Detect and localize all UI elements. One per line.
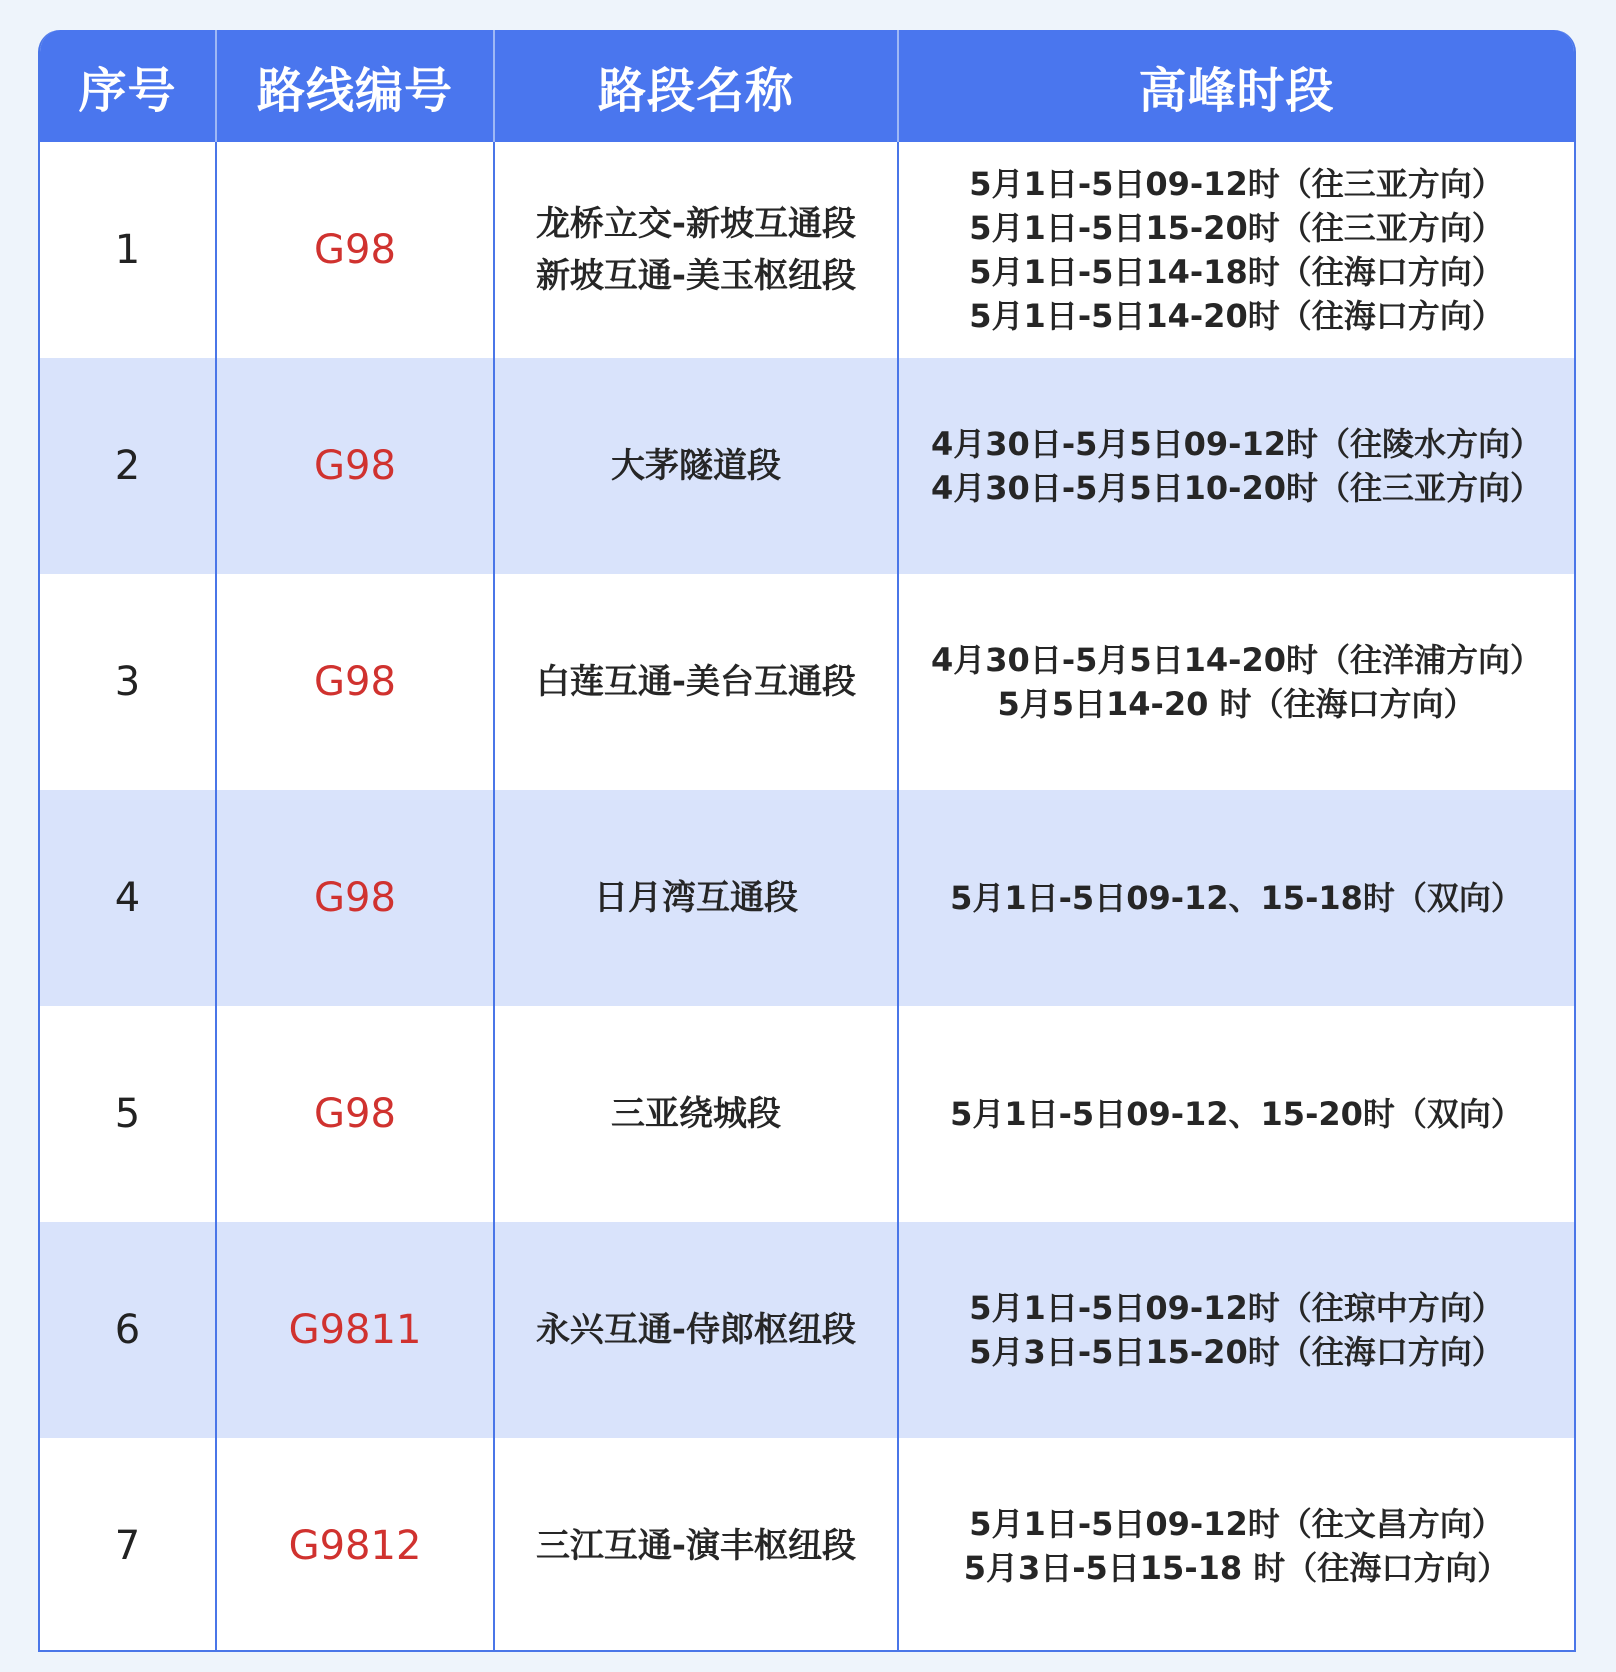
header-route: 路线编号 — [216, 30, 494, 142]
peak-cell — [898, 574, 1574, 790]
section-name: 大茅隧道段 — [611, 446, 781, 486]
section-name: 龙桥立交-新坡互通段 — [535, 204, 857, 244]
peak-cell — [898, 142, 1574, 358]
section-name: 三亚绕城段 — [611, 1094, 781, 1134]
row-index: 6 — [40, 1222, 216, 1438]
peak-time: 5月1日-5日14-18时（往海口方向） — [969, 253, 1504, 291]
row-index: 5 — [40, 1006, 216, 1222]
peak-time: 5月1日-5日15-20时（往三亚方向） — [969, 209, 1504, 247]
section-cell — [494, 358, 898, 574]
row-index: 4 — [40, 790, 216, 1006]
peak-time: 5月1日-5日09-12时（往三亚方向） — [969, 165, 1504, 203]
table-row — [40, 142, 1574, 358]
header-index: 序号 — [40, 30, 216, 142]
peak-time: 5月1日-5日09-12时（往文昌方向） — [969, 1505, 1504, 1543]
route-code: G9812 — [216, 1438, 494, 1652]
route-code: G9811 — [216, 1222, 494, 1438]
peak-time: 4月30日-5月5日10-20时（往三亚方向） — [931, 469, 1542, 507]
peak-cell — [898, 1222, 1574, 1438]
route-code: G98 — [216, 574, 494, 790]
section-name: 白莲互通-美台互通段 — [535, 662, 857, 702]
peak-cell — [898, 790, 1574, 1006]
schedule-table — [40, 30, 1574, 1652]
peak-time: 5月3日-5日15-18 时（往海口方向） — [963, 1549, 1510, 1587]
peak-time: 4月30日-5月5日09-12时（往陵水方向） — [931, 425, 1542, 463]
section-cell — [494, 1222, 898, 1438]
row-index: 3 — [40, 574, 216, 790]
section-cell — [494, 790, 898, 1006]
peak-cell — [898, 1438, 1574, 1652]
peak-time: 5月5日14-20 时（往海口方向） — [997, 685, 1476, 723]
peak-time: 5月3日-5日15-20时（往海口方向） — [969, 1333, 1504, 1371]
row-index: 1 — [40, 142, 216, 358]
peak-time: 5月1日-5日09-12时（往琼中方向） — [969, 1289, 1504, 1327]
peak-time: 5月1日-5日14-20时（往海口方向） — [969, 297, 1504, 335]
section-name: 三江互通-演丰枢纽段 — [535, 1526, 857, 1566]
route-code: G98 — [216, 1006, 494, 1222]
header-row — [40, 30, 1574, 142]
table-row — [40, 1438, 1574, 1652]
peak-cell — [898, 358, 1574, 574]
section-name: 日月湾互通段 — [594, 878, 798, 918]
table-row — [40, 1222, 1574, 1438]
section-name: 新坡互通-美玉枢纽段 — [535, 256, 857, 296]
peak-time: 4月30日-5月5日14-20时（往洋浦方向） — [931, 641, 1542, 679]
peak-cell — [898, 1006, 1574, 1222]
route-code: G98 — [216, 142, 494, 358]
row-index: 7 — [40, 1438, 216, 1652]
table-body — [40, 142, 1574, 1652]
section-cell — [494, 1006, 898, 1222]
peak-schedule-table — [38, 30, 1576, 1652]
route-code: G98 — [216, 790, 494, 1006]
table-row — [40, 574, 1574, 790]
table-row — [40, 1006, 1574, 1222]
table-row — [40, 358, 1574, 574]
section-cell — [494, 1438, 898, 1652]
table-row — [40, 790, 1574, 1006]
header-section: 路段名称 — [494, 30, 898, 142]
peak-time: 5月1日-5日09-12、15-20时（双向） — [950, 1095, 1523, 1133]
section-name: 永兴互通-侍郎枢纽段 — [535, 1310, 857, 1350]
section-cell — [494, 142, 898, 358]
header-peak: 高峰时段 — [1138, 62, 1335, 119]
peak-time: 5月1日-5日09-12、15-18时（双向） — [950, 879, 1523, 917]
route-code: G98 — [216, 358, 494, 574]
table-header — [40, 30, 1574, 142]
section-cell — [494, 574, 898, 790]
row-index: 2 — [40, 358, 216, 574]
